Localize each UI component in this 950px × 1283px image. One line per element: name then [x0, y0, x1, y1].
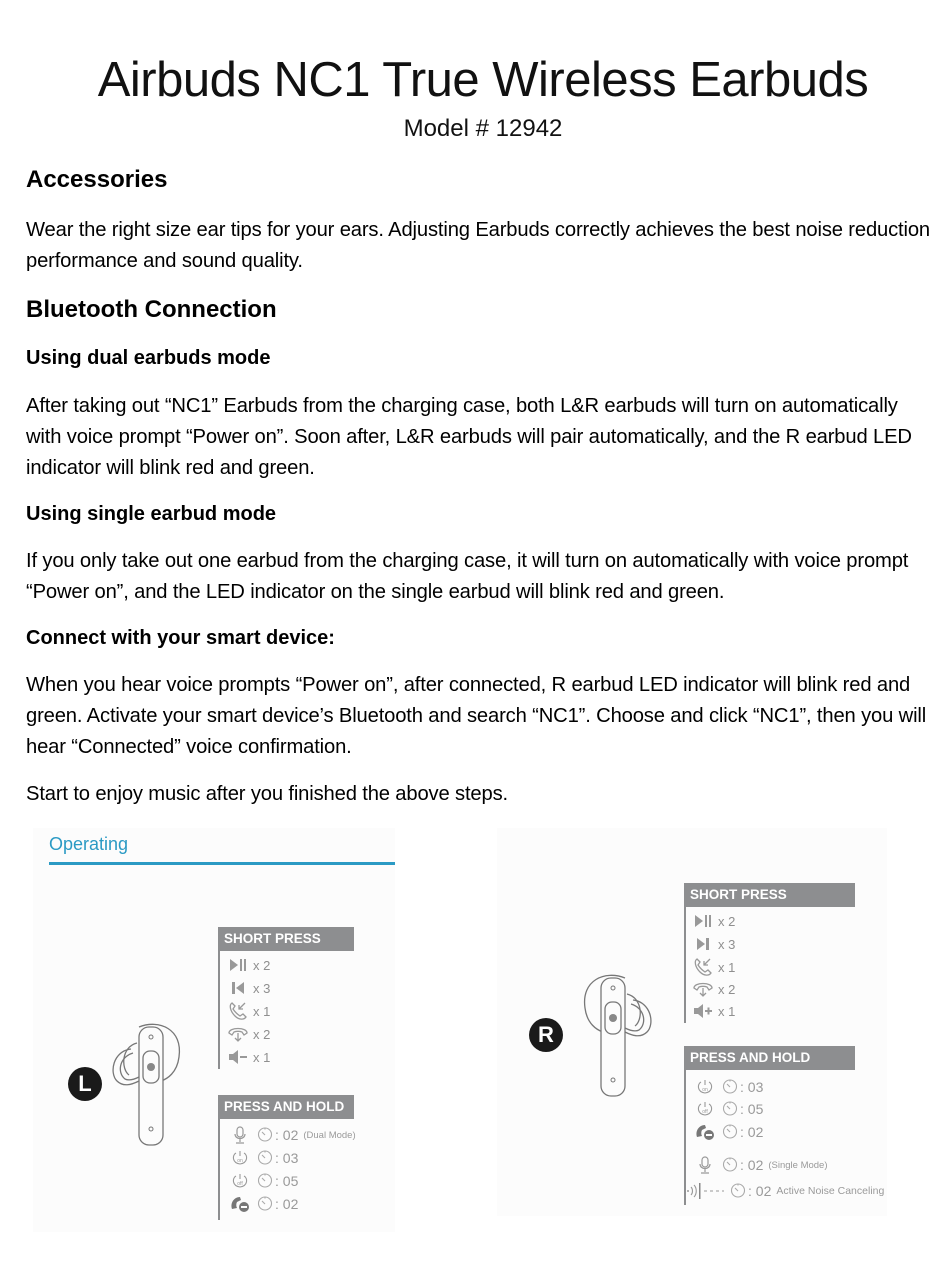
answer-call-icon [225, 1001, 251, 1021]
left-short-press-row [225, 1023, 270, 1045]
timer-icon [257, 1195, 273, 1214]
right-short-press-row [690, 933, 735, 955]
hold-note: (Single Mode) [768, 1159, 828, 1171]
left-short-press-header: SHORT PRESS [218, 927, 354, 951]
noise-canceling-icon [686, 1181, 726, 1201]
press-count: x 2 [718, 981, 736, 997]
left-short-press-row [225, 954, 270, 976]
reject-call-icon [227, 1194, 253, 1214]
right-hold-row [692, 1098, 763, 1120]
press-count: x 2 [253, 957, 271, 973]
hold-time: : 03 [740, 1079, 764, 1095]
timer-icon [722, 1100, 738, 1119]
microphone-icon [227, 1125, 253, 1145]
right-hold-row [686, 1180, 884, 1202]
operating-right-panel [497, 828, 887, 1216]
left-press-hold-header: PRESS AND HOLD [218, 1095, 354, 1119]
left-hold-row [227, 1124, 356, 1146]
left-hold-row [227, 1170, 298, 1192]
press-count: x 2 [253, 1026, 271, 1042]
svg-text:on: on [702, 1087, 708, 1093]
left-hold-row [227, 1147, 298, 1169]
right-badge: R [529, 1018, 563, 1052]
left-badge: L [68, 1067, 102, 1101]
single-mode-heading: Using single earbud mode [26, 503, 277, 525]
right-hold-row [692, 1154, 828, 1176]
press-count: x 3 [718, 936, 736, 952]
operating-title: Operating [49, 834, 129, 854]
left-short-press-rule [218, 951, 220, 1069]
right-short-press-row [690, 956, 735, 978]
next-track-icon [690, 934, 716, 954]
hold-time: : 02 [740, 1157, 764, 1173]
closing-text: Start to enjoy music after you finished the above steps. [26, 783, 508, 805]
microphone-icon [692, 1155, 718, 1175]
svg-text:off: off [237, 1181, 243, 1187]
left-short-press-row [225, 1000, 270, 1022]
hold-time: : 05 [275, 1173, 299, 1189]
hang-up-call-icon [690, 979, 716, 999]
single-mode-body: If you only take out one earbud from the charging case, it will turn on automatically with voice prompt “Power on”, and the LED indicator on the single earbud will blink red and green. [26, 550, 909, 603]
timer-icon [722, 1078, 738, 1097]
timer-icon [730, 1182, 746, 1201]
right-hold-row [692, 1076, 763, 1098]
right-short-press-rule [684, 907, 686, 1023]
accessories-heading: Accessories [26, 166, 168, 193]
connect-heading: Connect with your smart device: [26, 627, 335, 649]
press-count: x 1 [253, 1003, 271, 1019]
press-count: x 1 [718, 1003, 736, 1019]
play-pause-icon [690, 911, 716, 931]
operating-left-panel [33, 828, 395, 1232]
hold-note: (Dual Mode) [303, 1129, 356, 1141]
model-number: Model # 12942 [403, 115, 563, 142]
right-earbud-illustration [579, 972, 659, 1102]
dual-mode-body: After taking out “NC1” Earbuds from the charging case, both L&R earbuds will turn on automatically with voice prompt “Power on”. Soon after, L&R earbuds will pair automatically, and the R earbud LED indicator will blink red and green. [26, 395, 912, 479]
timer-icon [257, 1172, 273, 1191]
power-off-icon [227, 1171, 253, 1191]
left-hold-row [227, 1193, 298, 1215]
timer-icon [722, 1123, 738, 1142]
hang-up-call-icon [225, 1024, 251, 1044]
hold-time: : 05 [740, 1101, 764, 1117]
left-short-press-row [225, 977, 270, 999]
reject-call-icon [692, 1122, 718, 1142]
document-title: Airbuds NC1 True Wireless Earbuds [97, 53, 869, 107]
right-short-press-header: SHORT PRESS [684, 883, 855, 907]
press-count: x 3 [253, 980, 271, 996]
play-pause-icon [225, 955, 251, 975]
volume-down-icon [225, 1047, 251, 1067]
hold-time: : 03 [275, 1150, 299, 1166]
right-short-press-row [690, 978, 735, 1000]
timer-icon [257, 1149, 273, 1168]
left-short-press-row [225, 1046, 270, 1068]
svg-text:off: off [702, 1109, 708, 1115]
press-count: x 2 [718, 913, 736, 929]
power-off-icon [692, 1099, 718, 1119]
dual-mode-heading: Using dual earbuds mode [26, 347, 271, 369]
hold-time: : 02 [748, 1183, 772, 1199]
power-on-icon [227, 1148, 253, 1168]
right-short-press-row [690, 1000, 735, 1022]
hold-note: Active Noise Canceling [776, 1185, 885, 1197]
connect-body: When you hear voice prompts “Power on”, after connected, R earbud LED indicator will blink red and green. Activate your smart device’s Bluetooth and search “NC1”. Choose and click “NC1”, then you will hear “Connected” voice confirmation. [26, 674, 927, 758]
bluetooth-heading: Bluetooth Connection [26, 296, 277, 323]
volume-up-icon [690, 1001, 716, 1021]
right-hold-row [692, 1121, 763, 1143]
previous-track-icon [225, 978, 251, 998]
power-on-icon [692, 1077, 718, 1097]
operating-title-rule [49, 862, 395, 865]
svg-text:on: on [237, 1158, 243, 1164]
answer-call-icon [690, 957, 716, 977]
right-short-press-row [690, 910, 735, 932]
left-press-hold-rule [218, 1119, 220, 1220]
press-count: x 1 [253, 1049, 271, 1065]
hold-time: : 02 [275, 1196, 299, 1212]
left-earbud-illustration [109, 1021, 189, 1151]
hold-time: : 02 [740, 1124, 764, 1140]
timer-icon [257, 1126, 273, 1145]
timer-icon [722, 1156, 738, 1175]
accessories-body: Wear the right size ear tips for your ears. Adjusting Earbuds correctly achieves the best noise reduction performance and sound quality. [26, 219, 930, 272]
right-press-hold-header: PRESS AND HOLD [684, 1046, 855, 1070]
hold-time: : 02 [275, 1127, 299, 1143]
press-count: x 1 [718, 959, 736, 975]
